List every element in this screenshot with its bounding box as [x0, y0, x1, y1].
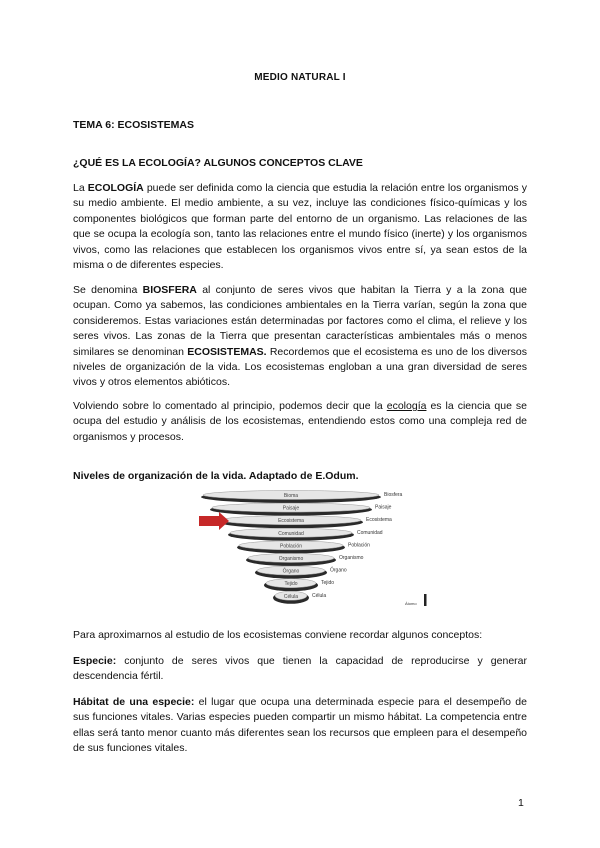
- level-label-left: Ecosistema: [278, 518, 304, 525]
- level-label-right: Órgano: [330, 567, 347, 574]
- document-header: MEDIO NATURAL I: [254, 72, 346, 83]
- paragraph-ecosistemas: Volviendo sobre lo comentado al principio, podemos decir que la ecología es la ciencia que se ocupa del estudio y análisis de los ecosistemas, entendiendo estos como una compleja red de organismos y procesos.: [73, 400, 527, 443]
- level-label-right: Biosfera: [384, 492, 403, 498]
- level-label-left: Bioma: [283, 493, 299, 499]
- image-edge-mark: [424, 594, 427, 606]
- level-label-right: Paisaje: [375, 504, 392, 511]
- level-label-left: Célula: [283, 593, 299, 600]
- definition-especie: Especie: conjunto de seres vivos que tienen la capacidad de reproducirse y generar descendencia fértil.: [73, 655, 527, 683]
- term-habitat: Hábitat de una especie:: [73, 696, 195, 708]
- term-especie: Especie:: [73, 655, 117, 667]
- levels-pyramid-graphic: [195, 486, 435, 610]
- image-credit-mark: Átomo: [405, 601, 417, 606]
- level-label-left: Órgano: [282, 568, 300, 575]
- paragraph-intro-concepts: Para aproximarnos al estudio de los ecosistemas conviene recordar algunos conceptos:: [73, 629, 483, 641]
- level-label-right: Tejido: [321, 580, 335, 587]
- level-label-right: Comunidad: [357, 529, 383, 536]
- highlight-arrow-icon: [199, 512, 229, 530]
- ecologia-link[interactable]: ecología: [386, 400, 427, 412]
- level-label-right: Ecosistema: [366, 517, 392, 524]
- term-biosfera: BIOSFERA: [142, 284, 197, 296]
- topic-title: TEMA 6: ECOSISTEMAS: [73, 119, 194, 131]
- level-label-left: Tejido: [284, 581, 298, 588]
- levels-of-organization-figure: [195, 486, 435, 610]
- figure-caption: Niveles de organización de la vida. Adaptado de E.Odum.: [73, 470, 359, 482]
- paragraph-ecologia: La ECOLOGÍA puede ser definida como la ciencia que estudia la relación entre los organismos y su medio ambiente. El medio ambiente, a su vez, incluye las condiciones físico-químicas y los componentes biológicos que forman parte del entorno de un organismo. Las relaciones de las que se ocupa la ecología son, tanto las relaciones entre el mundo físico (inerte) y los organismos vivos, como las relaciones que establecen los organismos vivos entre sí, ya sean estos de la misma o de diferentes especies.: [73, 182, 527, 272]
- section-title: ¿QUÉ ES LA ECOLOGÍA? ALGUNOS CONCEPTOS CLAVE: [73, 157, 363, 169]
- term-ecosistemas: ECOSISTEMAS.: [187, 345, 267, 358]
- paragraph-biosfera: Se denomina BIOSFERA al conjunto de seres vivos que habitan la Tierra y a la zona que ocupan. Como ya sabemos, las condiciones ambientales en la Tierra varían, según la zona que consideremos. Estas variaciones están determinadas por factores como el clima, el relieve y los seres vivos. Las zonas de la Tierra que presentan características ambientales más o menos similares se denominan ECOSISTEMAS. Recordemos que el ecosistema es uno de los diversos niveles de organización de la vida. Los ecosistemas engloban a una gran diversidad de seres vivos y otros elementos abióticos.: [73, 284, 528, 389]
- level-label-right: Población: [348, 542, 370, 549]
- level-label-right: Organismo: [339, 555, 364, 561]
- term-ecologia: ECOLOGÍA: [87, 182, 144, 194]
- level-label-left: Población: [280, 543, 302, 550]
- definition-habitat: Hábitat de una especie: el lugar que ocupa una determinada especie para el desempeño de sus funciones vitales. Varias especies pueden compartir un mismo hábitat. La competencia entre ellas será tanto menor cuanto más diferentes sean los recursos que empleen para el desempeño de sus funciones vitales.: [73, 696, 527, 755]
- level-label-left: Comunidad: [278, 530, 304, 537]
- page-number: 1: [518, 797, 524, 809]
- level-label-right: Célula: [312, 592, 327, 599]
- level-label-left: Paisaje: [282, 505, 300, 512]
- level-label-left: Organismo: [278, 556, 304, 562]
